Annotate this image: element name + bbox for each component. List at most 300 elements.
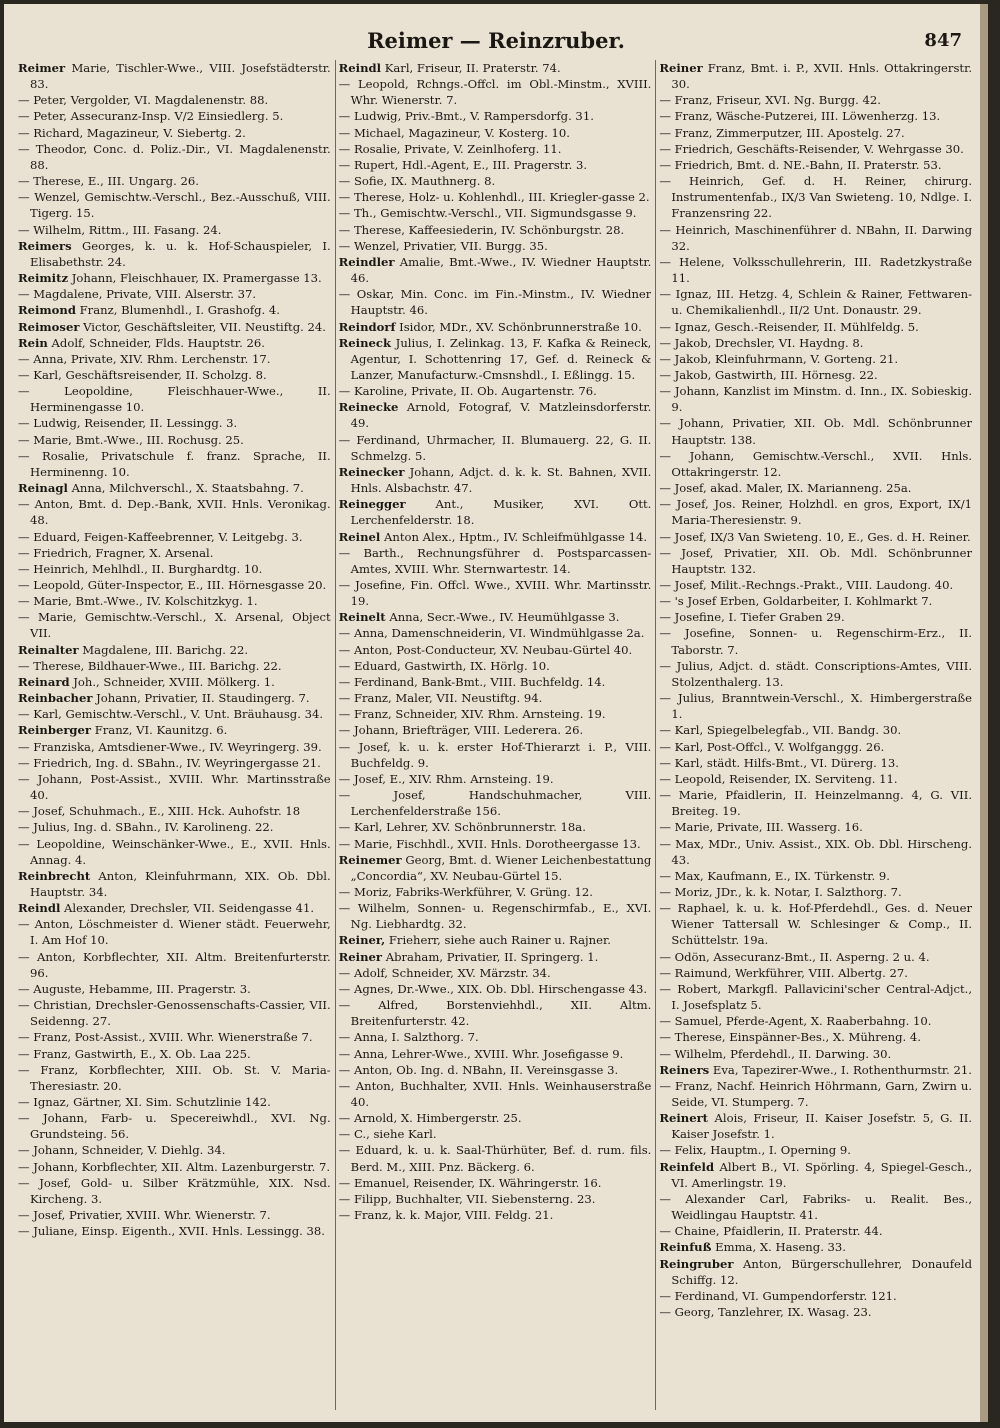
entry-surname: Reimitz [18,271,69,286]
directory-entry [18,690,331,706]
directory-entry [659,1062,972,1078]
directory-entry [18,1159,331,1175]
entry-text: — Helene, Volksschullehrerin, III. Radetzkystraße 11. [659,254,973,286]
entry-surname: Reingruber [659,1256,734,1271]
entry-text: — Josefine, Sonnen- u. Regenschirm-Erz., II. Taborstr. 7. [659,626,973,657]
entry-text: Anton, Kleinfuhrmann, XIX. Ob. Dbl. Hauptstr. 34. [30,868,331,899]
entry-text: — Karl, Lehrer, XV. Schönbrunnerstr. 18a. [338,820,586,835]
entry-text: — Anton, Post-Conducteur, XV. Neubau-Gürtel 40. [338,642,633,657]
directory-entry [339,1046,652,1062]
entry-text: Franz, VI. Kaunitzg. 6. [94,723,228,738]
directory-entry [18,868,331,900]
directory-entry [18,529,331,545]
entry-text: — Josef, E., XIV. Rhm. Arnsteing. 19. [338,771,554,786]
entry-surname: Reinalter [18,642,79,657]
entry-text: — Karl, städt. Hilfs-Bmt., VI. Dürerg. 13. [659,755,899,770]
entry-text: Johann, Fleischhauer, IX. Pramergasse 13. [71,271,322,286]
entry-text: — Samuel, Pferde-Agent, X. Raaberbahng. 10. [659,1014,932,1029]
entry-surname: Reimer [18,61,66,75]
directory-entry [659,1029,972,1045]
directory-entry [18,1046,331,1062]
entry-text: — Chaine, Pfaidlerin, II. Praterstr. 44. [659,1224,883,1239]
directory-entry [18,92,331,108]
directory-entry [18,480,331,496]
entry-text: — Adolf, Schneider, XV. Märzstr. 34. [338,965,551,980]
directory-entry [18,1062,331,1094]
directory-entry [18,302,331,318]
entry-text: — Ignaz, III. Hetzg. 4, Schlein & Rainer, Fettwaren- u. Chemikalienhdl., II/2 Unt. Donaustr. 29. [659,287,973,318]
directory-entry [339,545,652,577]
entry-text: — Emanuel, Reisender, IX. Währingerstr. 16. [338,1175,602,1190]
entry-text: — Josef, IX/3 Van Swieteng. 10, E., Ges. d. H. Reiner. [659,529,971,544]
directory-entry [659,755,972,771]
directory-entry [659,771,972,787]
entry-surname: Reinecke [338,400,399,415]
directory-entry [18,1094,331,1110]
entry-text: — Franz, Friseur, XVI. Ng. Burgg. 42. [659,93,881,108]
entry-text: Julius, I. Zelinkag. 13, F. Kafka & Reineck, Agentur, I. Schottenring 17, Gef. d. Reineck & Lanzer, Manufacturw.-Cmsnshdl., I. Eßlingg. 15. [350,335,652,382]
directory-entry [659,1142,972,1158]
entry-text: — Franz, Korbflechter, XIII. Ob. St. V. Maria-Theresiastr. 20. [18,1062,331,1093]
directory-entry [339,1110,652,1126]
entry-text: Georges, k. u. k. Hof-Schauspieler, I. Elisabethstr. 24. [30,238,331,269]
directory-entry [339,1126,652,1142]
entry-surname: Reimers [18,238,72,253]
directory-entry [339,286,652,318]
directory-entry [659,173,972,221]
directory-entry [659,222,972,254]
directory-entry [339,997,652,1029]
entry-surname: Reindl [18,901,61,916]
directory-entry [18,125,331,141]
entry-text: — Moriz, Fabriks-Werkführer, V. Grüng. 12. [338,884,593,899]
directory-entry [659,141,972,157]
entry-text: Franz, Blumenhdl., I. Grashofg. 4. [79,303,280,318]
entry-text: — Leopoldine, Weinschänker-Wwe., E., XVII. Hnls. Annag. 4. [18,836,331,867]
entry-text: Karl, Friseur, II. Praterstr. 74. [384,61,561,75]
directory-entry [659,496,972,528]
entry-text: — Franz, Schneider, XIV. Rhm. Arnsteing. 19. [338,707,606,722]
entry-text: — Odön, Assecuranz-Bmt., II. Asperng. 2 u. 4. [659,949,930,964]
entry-text: — Marie, Private, III. Wasserg. 16. [659,820,863,835]
directory-entry [339,739,652,771]
directory-entry [339,496,652,528]
directory-entry [339,432,652,464]
entry-text: — Josefine, I. Tiefer Graben 29. [659,610,845,625]
directory-entry [339,157,652,173]
directory-entry [339,771,652,787]
directory-entry [18,173,331,189]
entry-text: — Eduard, Gastwirth, IX. Hörlg. 10. [338,658,550,673]
entry-text: — Raimund, Werkführer, VIII. Albertg. 27. [659,965,908,980]
entry-text: — Wenzel, Gemischtw.-Verschl., Bez.-Ausschuß, VIII. Tigerg. 15. [18,190,331,221]
entry-text: — Therese, Kaffeesiederin, IV. Schönburgstr. 28. [338,222,625,237]
directory-entry [659,722,972,738]
entry-text: — Karl, Geschäftsreisender, II. Scholzg. 8. [18,367,267,382]
entry-text: — Karl, Spiegelbelegfab., VII. Bandg. 30. [659,723,902,738]
directory-entry [339,836,652,852]
entry-text: — Franz, Nachf. Heinrich Höhrmann, Garn, Zwirn u. Seide, VI. Stumperg. 7. [659,1078,973,1109]
directory-entry [18,916,331,948]
entry-text: — Josefine, Fin. Offcl. Wwe., XVIII. Whr. Martinsstr. 19. [338,578,652,609]
directory-entry [659,125,972,141]
directory-entry [659,1110,972,1142]
entry-text: Alexander, Drechsler, VII. Seidengasse 41. [64,901,315,916]
directory-entry [659,1159,972,1191]
entry-text: — Friedrich, Bmt. d. NE.-Bahn, II. Praterstr. 53. [659,157,942,172]
entry-text: — Marie, Fischhdl., XVII. Hnls. Dorotheergasse 13. [338,836,641,851]
directory-entry [18,286,331,302]
directory-entry [659,92,972,108]
entry-surname: Reinecker [338,464,405,479]
directory-entry [659,1013,972,1029]
directory-entry [339,642,652,658]
directory-entry [339,674,652,690]
entry-surname: Reindl [338,61,382,75]
directory-entry [18,755,331,771]
entry-text: — Julius, Adjct. d. städt. Conscriptions-Amtes, VIII. Stolzenthalerg. 13. [659,658,973,689]
entry-text: — Julius, Ing. d. SBahn., IV. Karolineng. 22. [18,820,274,835]
entry-surname: Reiner [338,949,383,964]
directory-entry [659,367,972,383]
entry-text: — Sofie, IX. Mauthnerg. 8. [338,174,496,189]
entry-text: Abraham, Privatier, II. Springerg. 1. [385,949,599,964]
entry-text: — Oskar, Min. Conc. im Fin.-Minstm., IV. Wiedner Hauptstr. 46. [338,287,652,318]
entry-text: — Anton, Bmt. d. Dep.-Bank, XVII. Hnls. Veronikag. 48. [18,497,331,528]
directory-entry [339,335,652,383]
directory-entry [339,852,652,884]
directory-entry [18,561,331,577]
entry-surname: Reinbacher [18,691,93,706]
column-2 [335,60,652,1410]
directory-entry [18,108,331,124]
directory-entry [659,1223,972,1239]
directory-entry [18,674,331,690]
directory-entry [659,480,972,496]
entry-text: — Leopold, Güter-Inspector, E., III. Hörnesgasse 20. [18,578,327,592]
entry-text: Anna, Milchverschl., X. Staatsbahng. 7. [71,481,304,496]
entry-surname: Reiner, [338,933,386,948]
entry-text: — Barth., Rechnungsführer d. Postsparcassen-Amtes, XVIII. Whr. Sternwartestr. 14. [338,545,652,576]
entry-text: — Anna, Private, XIV. Rhm. Lerchenstr. 17. [18,351,271,366]
entry-surname: Reinfeld [659,1159,715,1174]
entry-surname: Reinert [659,1111,709,1126]
directory-entry [18,1110,331,1142]
entry-surname: Reiners [659,1062,710,1077]
entry-text: — Theodor, Conc. d. Poliz.-Dir., VI. Magdalenenstr. 88. [18,141,331,172]
directory-entry [18,1175,331,1207]
entry-text: Anton, Bürgerschullehrer, Donaufeld Schiffg. 12. [671,1256,973,1287]
directory-entry [18,545,331,561]
directory-entry [659,1239,972,1255]
directory-entry [18,1207,331,1223]
entry-text: — Georg, Tanzlehrer, IX. Wasag. 23. [659,1305,872,1320]
entry-text: — Julius, Branntwein-Verschl., X. Himbergerstraße 1. [659,691,973,722]
entry-text: — Franz, k. k. Major, VIII. Feldg. 21. [338,1208,554,1223]
directory-entry [339,383,652,399]
directory-entry [659,836,972,868]
directory-entry [18,432,331,448]
entry-text: — Magdalene, Private, VIII. Alserstr. 37. [18,287,257,302]
entry-text: Anna, Secr.-Wwe., IV. Heumühlgasse 3. [389,610,620,625]
directory-entry [339,690,652,706]
directory-entry [659,448,972,480]
directory-entry [18,593,331,609]
directory-entry [18,319,331,335]
entry-text: — Josef, Privatier, XII. Ob. Mdl. Schönbrunner Hauptstr. 132. [659,545,973,576]
directory-entry [339,609,652,625]
entry-surname: Reiner [659,61,703,75]
entry-text: — Arnold, X. Himbergerstr. 25. [338,1111,522,1126]
entry-text: — Johann, Farb- u. Specereiwhdl., XVI. Ng. Grundsteing. 56. [18,1111,331,1142]
entry-text: — Leopold, Reisender, IX. Serviteng. 11. [659,771,898,786]
directory-entry [339,949,652,965]
entry-text: — Heinrich, Gef. d. H. Reiner, chirurg. Instrumentenfab., IX/3 Van Swieteng. 10, Ndlge. I. Franzensring 22. [659,174,973,221]
directory-entry [339,884,652,900]
directory-entry [18,238,331,270]
directory-entry [339,464,652,496]
directory-columns [18,60,972,1410]
directory-entry [339,706,652,722]
entry-text: — Marie, Bmt.-Wwe., IV. Kolschitzkyg. 1. [18,594,258,609]
directory-entry [339,1029,652,1045]
directory-entry [18,415,331,431]
directory-entry [18,949,331,981]
directory-entry [339,981,652,997]
entry-text: — Anton, Korbflechter, XII. Altm. Breitenfurterstr. 96. [18,949,331,980]
entry-text: — Rosalie, Private, V. Zeinlhoferg. 11. [338,141,562,156]
directory-entry [339,125,652,141]
entry-text: — Peter, Vergolder, VI. Magdalenenstr. 88. [18,93,269,108]
directory-entry [18,351,331,367]
entry-text: — Agnes, Dr.-Wwe., XIX. Ob. Dbl. Hirschengasse 43. [338,981,648,996]
directory-entry [18,270,331,286]
directory-entry [659,1078,972,1110]
directory-entry [339,141,652,157]
directory-entry [18,706,331,722]
entry-text: — Peter, Assecuranz-Insp. V/2 Einsiedlerg. 5. [18,109,284,124]
entry-text: — Josef, Jos. Reiner, Holzhdl. en gros, Export, IX/1 Maria-Theresienstr. 9. [659,497,973,528]
directory-entry [339,1207,652,1223]
directory-entry [659,949,972,965]
entry-text: — Anna, Damenschneiderin, VI. Windmühlgasse 2a. [338,626,645,641]
entry-surname: Reinelt [338,610,386,625]
directory-entry [339,76,652,108]
entry-surname: Reinagl [18,481,68,496]
entry-text: Alois, Friseur, II. Kaiser Josefstr. 5, G. II. Kaiser Josefstr. 1. [671,1111,973,1142]
entry-text: — Therese, E., III. Ungarg. 26. [18,174,199,189]
entry-text: — Karl, Gemischtw.-Verschl., V. Unt. Bräuhausg. 34. [18,707,324,722]
directory-entry [339,399,652,431]
entry-surname: Reinard [18,674,70,689]
entry-text: — Franziska, Amtsdiener-Wwe., IV. Weyringerg. 39. [18,739,322,754]
directory-entry [339,819,652,835]
entry-text: — Johann, Kanzlist im Minstm. d. Inn., IX. Sobieskig. 9. [659,384,973,415]
entry-text: — Wilhelm, Pferdehdl., II. Darwing. 30. [659,1046,892,1061]
entry-surname: Reindorf [338,319,396,334]
entry-text: — Ferdinand, Uhrmacher, II. Blumauerg. 22, G. II. Schmelzg. 5. [338,432,652,463]
column-3 [655,60,972,1410]
entry-surname: Reinbrecht [18,868,91,883]
entry-text: — Marie, Bmt.-Wwe., III. Rochusg. 25. [18,432,244,447]
directory-entry [339,1062,652,1078]
entry-text: Isidor, MDr., XV. Schönbrunnerstraße 10. [399,319,642,334]
entry-text: — Moriz, JDr., k. k. Notar, I. Salzthorg. 7. [659,884,902,899]
entry-text: — Friedrich, Geschäfts-Reisender, V. Wehrgasse 30. [659,141,964,156]
entry-surname: Reineck [338,335,391,350]
entry-text: — Marie, Gemischtw.-Verschl., X. Arsenal, Object VII. [18,610,331,641]
entry-text: — Franz, Zimmerputzer, III. Apostelg. 27. [659,125,905,140]
entry-text: — Johann, Gemischtw.-Verschl., XVII. Hnls. Ottakringerstr. 12. [659,448,973,479]
directory-entry [659,868,972,884]
directory-entry [18,141,331,173]
entry-text: Adolf, Schneider, Flds. Hauptstr. 26. [51,335,265,350]
directory-entry [659,739,972,755]
entry-surname: Rein [18,335,48,350]
directory-entry [659,625,972,657]
entry-text: — Wenzel, Privatier, VII. Burgg. 35. [338,238,548,253]
entry-text: — Filipp, Buchhalter, VII. Siebensterng. 23. [338,1191,596,1206]
directory-entry [659,1046,972,1062]
entry-text: — Michael, Magazineur, V. Kosterg. 10. [338,125,570,140]
entry-text: — Eduard, k. u. k. Saal-Thürhüter, Bef. d. rum. fils. Berd. M., XIII. Pnz. Bäckerg. 6. [338,1143,652,1174]
entry-surname: Reinemer [338,852,402,867]
entry-text: — Anton, Löschmeister d. Wiener städt. Feuerwehr, I. Am Hof 10. [18,917,331,948]
directory-entry [18,739,331,755]
entry-surname: Reinegger [338,497,406,512]
directory-entry [18,222,331,238]
entry-text: — Franz, Wäsche-Putzerei, III. Löwenherzg. 13. [659,109,941,124]
entry-text: Amalie, Bmt.-Wwe., IV. Wiedner Hauptstr. 46. [350,254,652,286]
directory-entry [659,884,972,900]
entry-text: — Richard, Magazineur, V. Siebertg. 2. [18,125,246,140]
directory-entry [659,1304,972,1320]
directory-entry [659,157,972,173]
directory-page [4,4,988,1422]
entry-text: — Josef, Schuhmach., E., XIII. Hck. Auhofstr. 18 [18,804,301,819]
directory-entry [659,335,972,351]
entry-text: — Josef, k. u. k. erster Hof-Thierarzt i. P., VIII. Buchfeldg. 9. [338,739,652,770]
entry-text: — Jakob, Gastwirth, III. Hörnesg. 22. [659,367,878,382]
directory-entry [339,722,652,738]
entry-text: — Ludwig, Priv.-Bmt., V. Rampersdorfg. 31. [338,109,594,124]
directory-entry [659,690,972,722]
entry-text: — Jakob, Drechsler, VI. Haydng. 8. [659,335,864,350]
entry-text: — Johann, Privatier, XII. Ob. Mdl. Schönbrunner Hauptstr. 138. [659,416,973,447]
directory-entry [18,577,331,593]
entry-text: — Josef, akad. Maler, IX. Marianneng. 25a. [659,481,912,496]
entry-text: — Josef, Privatier, XVIII. Whr. Wienerstr. 7. [18,1208,271,1223]
entry-text: — Johann, Schneider, V. Diehlg. 34. [18,1143,226,1158]
directory-entry [18,836,331,868]
directory-entry [659,286,972,318]
entry-text: — Franz, Maler, VII. Neustiftg. 94. [338,691,543,706]
entry-text: — Alfred, Borstenviehhdl., XII. Altm. Breitenfurterstr. 42. [338,998,652,1029]
entry-text: — Josef, Milit.-Rechngs.-Prakt., VIII. Laudong. 40. [659,578,954,592]
entry-text: — Ignaz, Gesch.-Reisender, II. Mühlfeldg. 5. [659,319,919,334]
directory-entry [659,900,972,948]
directory-entry [18,448,331,480]
entry-text: — Anna, Lehrer-Wwe., XVIII. Whr. Josefigasse 9. [338,1046,624,1061]
entry-text: — Alexander Carl, Fabriks- u. Realit. Bes., Weidlingau Hauptstr. 41. [659,1191,973,1223]
directory-entry [659,981,972,1013]
column-1 [18,60,331,1410]
directory-entry [18,60,331,92]
directory-entry [18,642,331,658]
entry-surname: Reimoser [18,319,80,334]
directory-entry [339,108,652,124]
directory-entry [18,335,331,351]
directory-entry [18,189,331,221]
entry-text: — Robert, Markgfl. Pallavicini'scher Central-Adjct., I. Josefsplatz 5. [659,981,973,1013]
entry-text: — Ferdinand, VI. Gumpendorferstr. 121. [659,1288,897,1303]
entry-surname: Reindler [338,254,395,269]
directory-entry [659,1256,972,1288]
entry-text: — Johann, Briefträger, VIII. Lederera. 26. [338,723,584,738]
directory-entry [18,997,331,1029]
directory-entry [659,1288,972,1304]
directory-entry [659,383,972,415]
directory-entry [339,205,652,221]
directory-entry [659,787,972,819]
entry-text: — Friedrich, Ing. d. SBahn., IV. Weyringergasse 21. [18,755,321,770]
entry-text: Marie, Tischler-Wwe., VIII. Josefstädterstr. 83. [30,61,331,92]
entry-text: Ant., Musiker, XVI. Ott. Lerchenfelderstr. 18. [350,497,652,528]
entry-text: — Ignaz, Gärtner, XI. Sim. Schutzlinie 142. [18,1095,271,1109]
directory-entry [659,577,972,593]
entry-text: — Th., Gemischtw.-Verschl., VII. Sigmundsgasse 9. [338,206,637,221]
directory-entry [18,1029,331,1045]
directory-entry [339,189,652,205]
entry-text: Magdalene, III. Barichg. 22. [82,642,249,657]
directory-entry [659,658,972,690]
directory-entry [659,593,972,609]
entry-text: Arnold, Fotograf, V. Matzleinsdorferstr. 49. [350,400,652,431]
entry-text: Frieherr, siehe auch Rainer u. Rajner. [388,933,611,948]
directory-entry [659,529,972,545]
entry-text: — Auguste, Hebamme, III. Pragerstr. 3. [18,981,251,996]
entry-text: — Franz, Post-Assist., XVIII. Whr. Wienerstraße 7. [18,1030,313,1045]
directory-entry [339,1175,652,1191]
directory-entry [18,367,331,383]
page-edge [980,4,988,1422]
directory-entry [339,1142,652,1174]
directory-entry [659,60,972,92]
entry-surname: Reimond [18,303,76,318]
entry-surname: Reinberger [18,723,92,738]
entry-text: — Eduard, Feigen-Kaffeebrenner, V. Leitgebg. 3. [18,529,303,544]
directory-entry [339,965,652,981]
entry-text: Johann, Privatier, II. Staudingerg. 7. [96,691,310,706]
directory-entry [339,787,652,819]
entry-text: — Karl, Post-Offcl., V. Wolfganggg. 26. [659,739,885,754]
entry-text: — Rupert, Hdl.-Agent, E., III. Pragerstr. 3. [338,157,588,172]
entry-text: — Christian, Drechsler-Genossenschafts-Cassier, VII. Seidenng. 27. [18,998,331,1029]
entry-text: — Wilhelm, Rittm., III. Fasang. 24. [18,222,222,237]
directory-entry [18,1223,331,1239]
directory-entry [339,238,652,254]
entry-text: — Raphael, k. u. k. Hof-Pferdehdl., Ges. d. Neuer Wiener Tattersall W. Schlesinger & Comp., II. Schüttelstr. 19a. [659,901,973,948]
entry-text: — Jakob, Kleinfuhrmann, V. Gorteng. 21. [659,351,899,366]
directory-entry [18,722,331,738]
directory-entry [659,319,972,335]
directory-entry [339,254,652,286]
directory-entry [659,254,972,286]
directory-entry [339,932,652,948]
entry-text: Eva, Tapezirer-Wwe., I. Rothenthurmstr. 21. [712,1062,972,1077]
entry-text: — Rosalie, Privatschule f. franz. Sprache, II. Herminenng. 10. [18,448,331,479]
directory-entry [339,222,652,238]
